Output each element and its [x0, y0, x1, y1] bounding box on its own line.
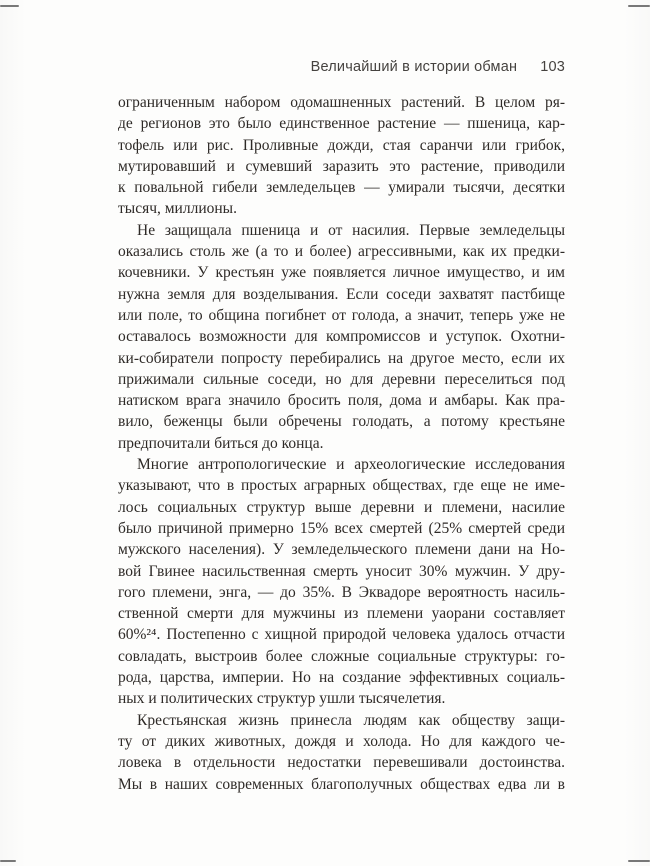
body-text: [118, 92, 565, 795]
text-line: лось социальных структур выше деревни и племени, насилие: [118, 498, 565, 516]
text-line: вой Гвинее насильственная смерть уносит 30% мужчин. У дру-: [118, 562, 565, 580]
text-line: вило, беженцы были обречены голодать, а потому крестьяне: [118, 413, 565, 431]
text-line: мужского населения). У земледельческого племени дани на Но-: [118, 541, 565, 559]
text-line: де регионов это было единственное растение — пшеница, кар-: [118, 115, 565, 133]
text-line: ственной смерти для мужчины из племени уаорани составляет: [118, 605, 565, 623]
text-line: тысяч, миллионы.: [118, 200, 237, 218]
text-line: оказались столь же (а то и более) агрессивными, как их предки-: [118, 243, 565, 261]
page-number: 103: [540, 59, 565, 75]
text-line: к повальной гибели земледельцев — умирали тысячи, десятки: [118, 179, 565, 197]
text-line: ных и политических структур ушли тысячелетия.: [118, 690, 446, 708]
text-line: рода, царства, империи. Но на создание эффективных социаль-: [118, 669, 565, 687]
text-line: ки-собиратели попросту перебирались на другое место, если их: [118, 349, 565, 367]
text-line: ограниченным набором одомашненных растений. В целом ря-: [118, 94, 565, 111]
text-line: или поле, то община погибнет от голода, а значит, теперь уже не: [118, 306, 565, 324]
text-line: совладать, выстроив более сложные социальные структуры: го-: [118, 647, 565, 665]
text-line: оставалось возможности для компромиссов и уступок. Охотни-: [118, 328, 565, 346]
text-line: Крестьянская жизнь принесла людям как обществу защи-: [137, 711, 565, 729]
photo-corner-mark-top-right: [628, 5, 650, 7]
text-line: Не защищала пшеница и от насилия. Первые земледельцы: [137, 221, 565, 239]
text-line: было причиной примерно 15% всех смертей (25% смертей среди: [118, 519, 565, 537]
text-line: указывают, что в простых аграрных обществах, где еще не име-: [118, 477, 565, 495]
text-line: предпочитали биться до конца.: [118, 434, 324, 452]
photo-corner-mark-bottom-left: [0, 860, 16, 862]
text-line: Мы в наших современных благополучных обществах едва ли в: [118, 775, 565, 793]
text-line: прижимали сильные соседи, но для деревни переселиться под: [118, 370, 565, 388]
running-header: [118, 59, 565, 75]
text-line: кочевники. У крестьян уже появляется личное имущество, и им: [118, 264, 565, 282]
text-line: натиском врага значило бросить поля, дома и амбары. Как пра-: [118, 392, 565, 410]
running-header-title: Величайший в истории обман: [310, 59, 518, 75]
text-line: мутировавший и сумевший заразить это растение, приводили: [118, 157, 565, 175]
text-line: ловека в отдельности недостатки перевешивали достоинства.: [118, 754, 565, 772]
photo-corner-mark-bottom-right: [628, 860, 650, 862]
text-line: тофель или рис. Проливные дожди, стая саранчи или грибок,: [118, 136, 565, 154]
text-line: Многие антропологические и археологические исследования: [137, 456, 565, 474]
text-line: 60%²⁴. Постепенно с хищной природой человека удалось отчасти: [118, 626, 565, 644]
text-line: ту от диких животных, дождя и холода. Но для каждого че-: [118, 732, 565, 750]
photo-corner-mark-top-left: [0, 5, 19, 7]
text-line: нужна земля для возделывания. Если соседи захватят пастбище: [118, 285, 565, 303]
text-line: гого племени, энга, — до 35%. В Эквадоре вероятность насиль-: [118, 583, 565, 601]
